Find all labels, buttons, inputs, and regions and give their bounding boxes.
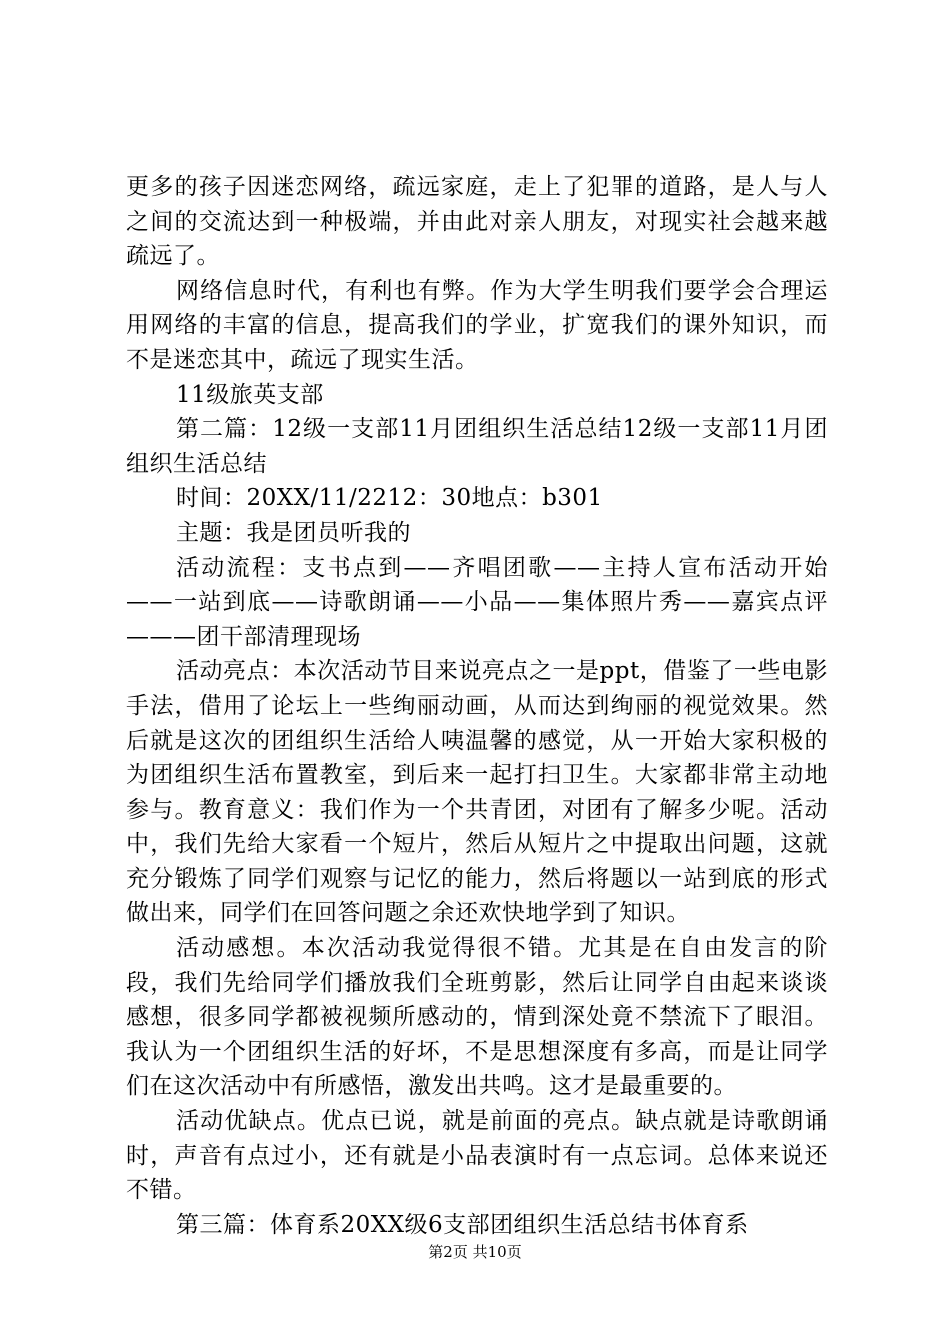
paragraph-5-time-location: 时间：20XX/11/2212：30地点：b301 bbox=[176, 485, 603, 512]
document-body bbox=[126, 170, 828, 1242]
paragraph-4-heading: 第二篇：12级一支部11月团组织生活总结12级一支部11月团组织生活总结 bbox=[126, 416, 828, 477]
paragraph-10-pros-cons: 活动优缺点。优点已说，就是前面的亮点。缺点就是诗歌朗诵时，声音有点过小，还有就是小品表演时有一点忘词。总体来说还不错。 bbox=[126, 1108, 828, 1204]
paragraph-2: 网络信息时代，有利也有弊。作为大学生明我们要学会合理运用网络的丰富的信息，提高我们的学业，扩宽我们的课外知识，而不是迷恋其中，疏远了现实生活。 bbox=[126, 277, 828, 373]
paragraph-3: 11级旅英支部 bbox=[176, 381, 324, 408]
paragraph-6-theme: 主题：我是团员听我的 bbox=[176, 519, 411, 546]
paragraph-11-heading: 第三篇：体育系20XX级6支部团组织生活总结书体育系 bbox=[176, 1211, 749, 1238]
paragraph-9-reflections: 活动感想。本次活动我觉得很不错。尤其是在自由发言的阶段，我们先给同学们播放我们全班剪影，然后让同学自由起来谈谈感想，很多同学都被视频所感动的，情到深处竟不禁流下了眼泪。我认为一个团组织生活的好坏，不是思想深度有多高，而是让同学们在这次活动中有所感悟，激发出共鸣。这才是最重要的。 bbox=[126, 935, 828, 1100]
paragraph-7-process: 活动流程：支书点到——齐唱团歌——主持人宣布活动开始——一站到底——诗歌朗诵——小品——集体照片秀——嘉宾点评———团干部清理现场 bbox=[126, 554, 828, 650]
paragraph-1: 更多的孩子因迷恋网络，疏远家庭，走上了犯罪的道路，是人与人之间的交流达到一种极端，并由此对亲人朋友，对现实社会越来越疏远了。 bbox=[126, 174, 828, 270]
page-number-footer: 第2页 共10页 bbox=[428, 1243, 522, 1261]
paragraph-8-highlights: 活动亮点：本次活动节目来说亮点之一是ppt，借鉴了一些电影手法，借用了论坛上一些绚丽动画，从而达到绚丽的视觉效果。然后就是这次的团组织生活给人咦温馨的感觉，从一开始大家积极的为团组织生活布置教室，到后来一起打扫卫生。大家都非常主动地参与。教育意义：我们作为一个共青团，对团有了解多少呢。活动中，我们先给大家看一个短片，然后从短片之中提取出问题，这就充分锻炼了同学们观察与记忆的能力，然后将题以一站到底的形式做出来，同学们在回答问题之余还欢快地学到了知识。 bbox=[126, 658, 828, 927]
